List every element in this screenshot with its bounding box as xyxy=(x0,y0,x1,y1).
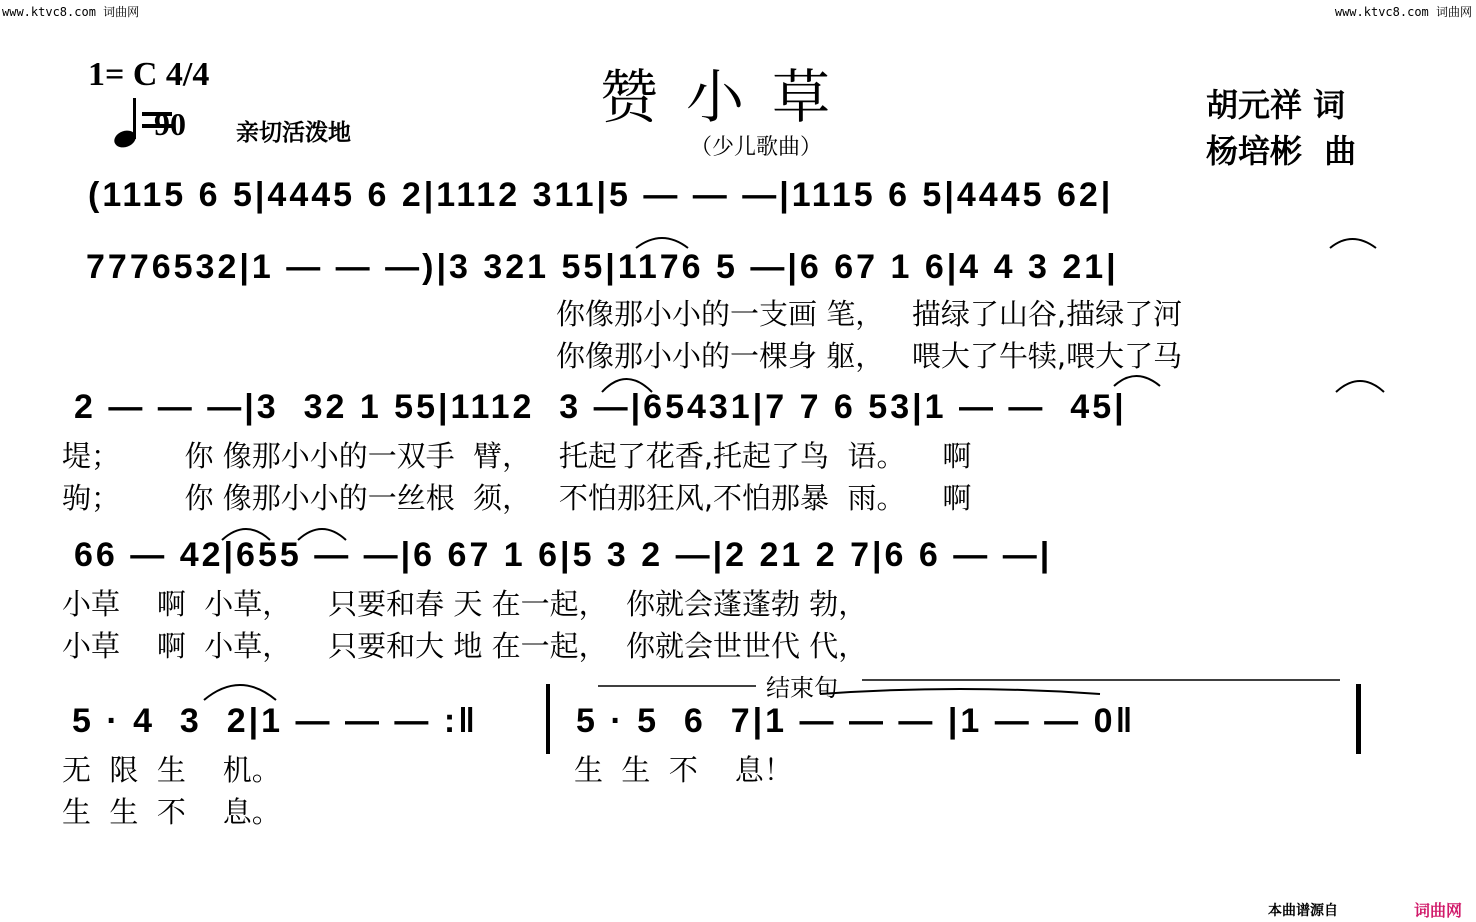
repeat-barline xyxy=(546,684,550,754)
slur xyxy=(636,238,688,248)
score-line-5: 5 · 4 3 2|1 — — — :‖ xyxy=(72,702,479,740)
lyric-line-5-verse-1: 无 限 生 机。 xyxy=(62,753,281,787)
source-note: 本曲谱源自 xyxy=(1268,903,1338,919)
slur xyxy=(1336,381,1384,392)
tempo-expression: 亲切活泼地 xyxy=(236,120,351,146)
watermark-left: www.ktvc8.com 词曲网 xyxy=(2,5,140,19)
lyric-line-3-verse-1: 堤； 你 像那小小的一双手 臂， 托起了花香,托起了鸟 语。 啊 xyxy=(62,439,972,473)
tempo-bpm: 90 xyxy=(154,106,186,142)
site-logo: 词曲网 xyxy=(1414,901,1463,920)
lyric-coda: 生 生 不 息！ xyxy=(574,753,793,787)
key-signature: 1= C 4/4 xyxy=(88,56,210,93)
score-line-1: (1115 6 5|4445 6 2|1112 311|5 — — —|1115 6 5|4445 62| xyxy=(88,176,1114,214)
tie xyxy=(820,689,1100,694)
lyric-line-4-verse-2: 小草 啊 小草， 只要和大 地 在一起， 你就会世世代 代， xyxy=(62,629,868,663)
slur xyxy=(1114,376,1160,386)
slur xyxy=(1330,239,1376,248)
song-title: 赞小草 xyxy=(600,63,859,131)
score-line-2: 7776532|1 — — —)|3 321 55|1176 5 —|6 67 1 6|4 4 3 21| xyxy=(86,248,1119,286)
lyric-line-2-verse-2: 你像那小小的一棵身 躯， 喂大了牛犊,喂大了马 xyxy=(556,339,1183,373)
song-subtitle: （少儿歌曲） xyxy=(690,135,823,160)
slur xyxy=(602,379,652,392)
lyric-line-2-verse-1: 你像那小小的一支画 笔， 描绿了山谷,描绿了河 xyxy=(556,297,1183,331)
watermark-right: www.ktvc8.com 词曲网 xyxy=(1334,5,1472,19)
final-barline xyxy=(1356,684,1361,754)
slur xyxy=(204,685,276,700)
score-line-3: 2 — — —|3 32 1 55|1112 3 —|65431|7 7 6 53|1 — — 45| xyxy=(74,388,1127,426)
score-line-5-coda: 5 · 5 6 7|1 — — — |1 — — 0‖ xyxy=(576,702,1136,740)
score-line-4: 66 — 42|655 — —|6 67 1 6|5 3 2 —|2 21 2 7|6 6 — —| xyxy=(74,536,1053,574)
lyric-line-3-verse-2: 驹； 你 像那小小的一丝根 须， 不怕那狂风,不怕那暴 雨。 啊 xyxy=(62,481,972,515)
lyricist-credit: 胡元祥 词 xyxy=(1206,86,1346,124)
ending-phrase-label: 结束句 xyxy=(766,674,838,702)
slur xyxy=(298,529,346,540)
slur xyxy=(222,529,270,540)
lyric-line-5-verse-2: 生 生 不 息。 xyxy=(62,795,281,829)
lyric-line-4-verse-1: 小草 啊 小草， 只要和春 天 在一起， 你就会蓬蓬勃 勃， xyxy=(62,587,868,621)
composer-credit: 杨培彬 曲 xyxy=(1206,132,1357,170)
